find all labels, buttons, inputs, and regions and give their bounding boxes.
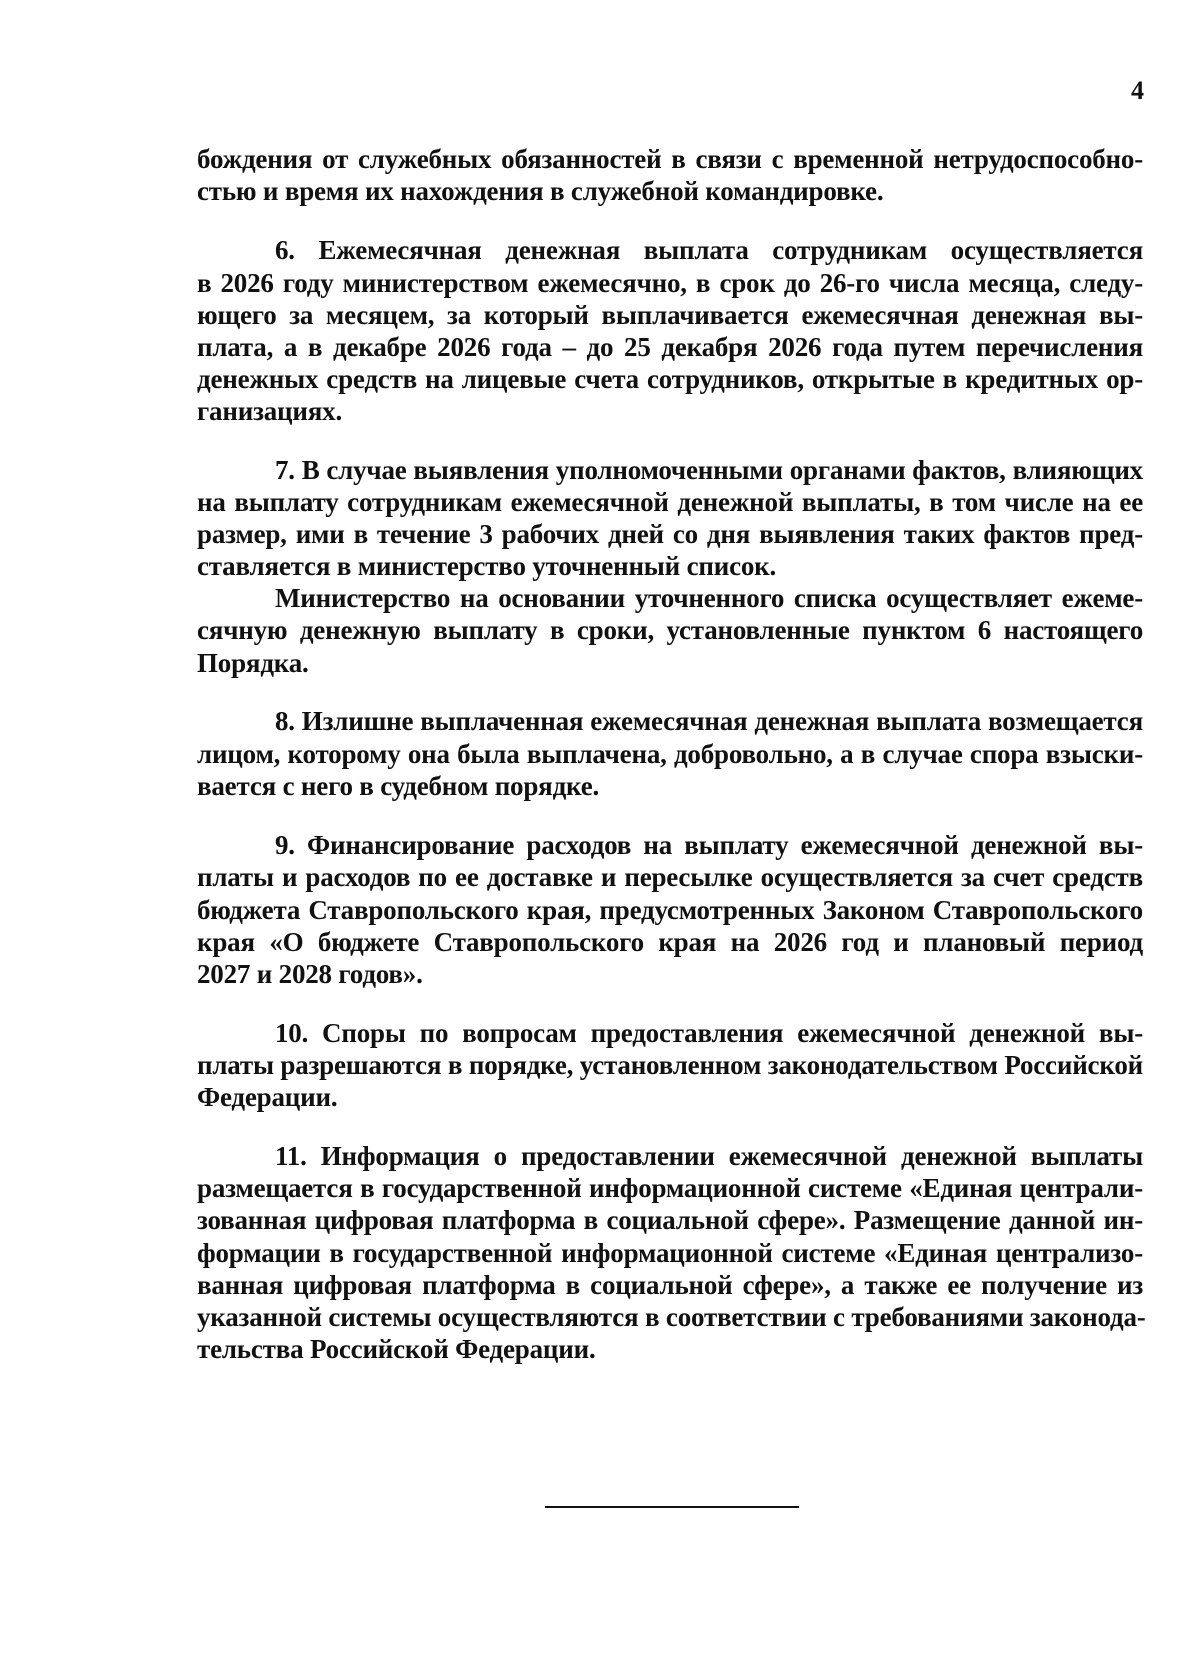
text-line: ющего за месяцем, за который выплачивается ежемесячная денежная вы- [197, 300, 1143, 330]
text-line: 7. В случае выявления уполномоченными органами фактов, влияющих [275, 455, 1143, 485]
text-line: зованная цифровая платформа в социальной сфере». Размещение данной ин- [197, 1205, 1143, 1235]
text-line: плата, а в декабре 2026 года – до 25 декабря 2026 года путем перечисления [197, 332, 1143, 362]
text-line: Порядка. [197, 648, 309, 678]
text-line: платы и расходов по ее доставке и пересылке осуществляется за счет средств [197, 862, 1143, 892]
text-line: бождения от служебных обязанностей в связи с временной нетрудоспособно- [197, 144, 1143, 174]
end-divider [545, 1506, 799, 1508]
text-line: лицом, которому она была выплачена, добровольно, а в случае спора взыски- [197, 739, 1143, 769]
text-line: сячную денежную выплату в сроки, установленные пунктом 6 настоящего [197, 615, 1143, 645]
text-line: 9. Финансирование расходов на выплату ежемесячной денежной вы- [275, 830, 1143, 860]
text-line: указанной системы осуществляются в соответствии с требованиями законода- [197, 1302, 1146, 1332]
text-line: платы разрешаются в порядке, установленном законодательством Российской [197, 1050, 1143, 1080]
text-line: размещается в государственной информационной системе «Единая централи- [197, 1173, 1143, 1203]
text-line: ставляется в министерство уточненный список. [197, 551, 777, 581]
text-line: тельства Российской Федерации. [197, 1334, 596, 1364]
text-line: ванная цифровая платформа в социальной сфере», а также ее получение из [197, 1270, 1143, 1300]
text-line: края «О бюджете Ставропольского края на 2026 год и плановый период [197, 927, 1143, 957]
page-number: 4 [1131, 76, 1144, 105]
text-line: стью и время их нахождения в служебной командировке. [197, 176, 884, 206]
text-line: 2027 и 2028 годов». [197, 959, 423, 989]
text-line: 8. Излишне выплаченная ежемесячная денежная выплата возмещается [275, 706, 1143, 736]
text-line: 11. Информация о предоставлении ежемесячной денежной выплаты [275, 1141, 1143, 1171]
text-line: бюджета Ставропольского края, предусмотренных Законом Ставропольского [197, 895, 1143, 925]
text-line: Министерство на основании уточненного списка осуществляет ежеме- [275, 583, 1143, 613]
text-line: вается с него в судебном порядке. [197, 771, 600, 801]
text-line: Федерации. [197, 1082, 338, 1112]
text-line: 10. Споры по вопросам предоставления ежемесячной денежной вы- [275, 1018, 1143, 1048]
text-line: денежных средств на лицевые счета сотрудников, открытые в кредитных ор- [197, 364, 1143, 394]
text-line: размер, ими в течение 3 рабочих дней со дня выявления таких фактов пред- [197, 519, 1143, 549]
text-line: на выплату сотрудникам ежемесячной денежной выплаты, в том числе на ее [197, 487, 1143, 517]
text-line: ганизациях. [197, 396, 342, 426]
text-line: формации в государственной информационной системе «Единая централизо- [197, 1238, 1143, 1268]
text-line: в 2026 году министерством ежемесячно, в срок до 26-го числа месяца, следу- [197, 268, 1143, 298]
text-line: 6. Ежемесячная денежная выплата сотрудникам осуществляется [275, 235, 1143, 265]
